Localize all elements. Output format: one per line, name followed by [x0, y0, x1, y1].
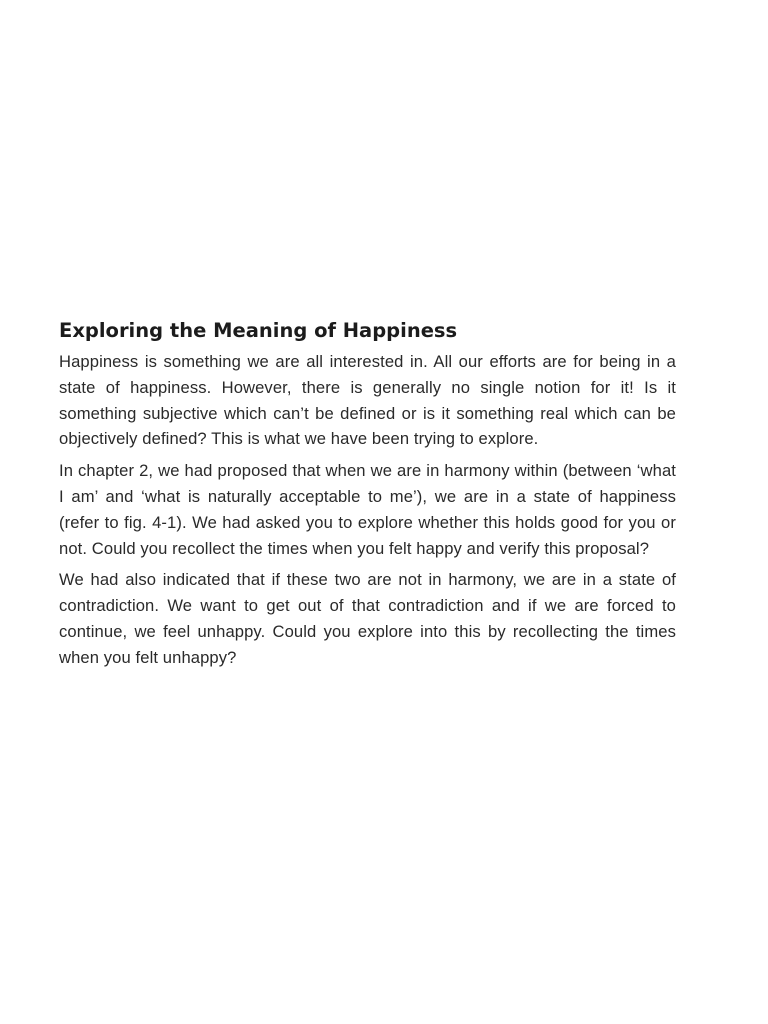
document-page: [59, 318, 676, 677]
paragraph-3: We had also indicated that if these two are not in harmony, we are in a state of contradiction. We want to get out of that contradiction and if we are forced to continue, we feel unhappy. Could you explore into this by recollecting the times when you felt unhappy?: [59, 570, 676, 667]
section-heading: Exploring the Meaning of Happiness: [59, 319, 458, 342]
paragraph-2: In chapter 2, we had proposed that when we are in harmony within (between ‘what I am’ and ‘what is naturally acceptable to me’), we are in a state of happiness (refer to fig. 4-1). We had asked you to explore whether this holds good for you or not. Could you recollect the times when you felt happy and verify this proposal?: [59, 461, 676, 558]
paragraph-1: Happiness is something we are all interested in. All our efforts are for being in a state of happiness. However, there is generally no single notion for it! Is it something subjective which can’t be defined or is it something real which can be objectively defined? This is what we have been trying to explore.: [59, 352, 676, 449]
